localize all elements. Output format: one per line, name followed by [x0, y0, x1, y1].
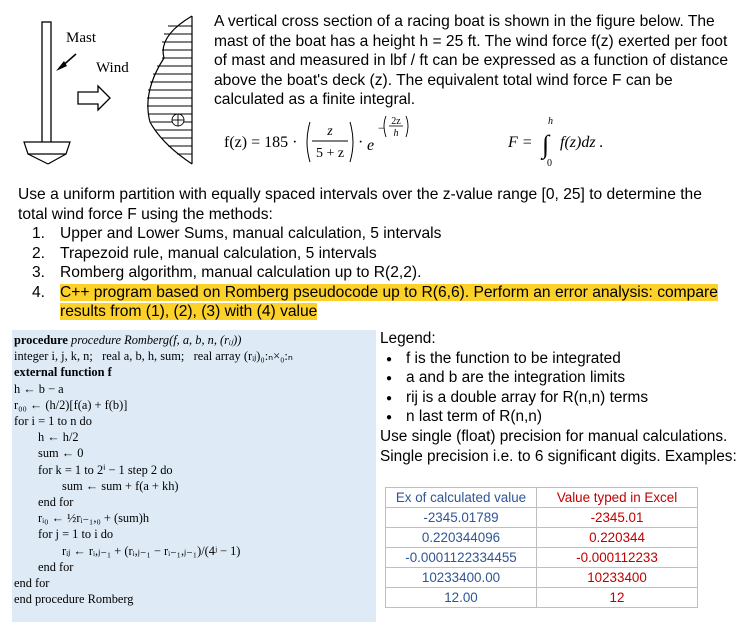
boat-figure	[18, 14, 210, 172]
task-section	[18, 185, 728, 322]
code-line: integer i, j, k, n; real a, b, h, sum; real array (rᵢⱼ)₀:ₙ×₀:ₙ	[14, 349, 293, 364]
legend	[380, 329, 740, 466]
f-exp-numerator: 2z	[391, 116, 401, 127]
code-line: for j = 1 to i do	[38, 527, 114, 542]
table-row	[386, 568, 698, 588]
f-lhs: f(z) = 185 ·	[224, 134, 298, 151]
table-header-row	[386, 488, 698, 508]
pseudocode	[14, 332, 293, 607]
table-cell: 0.220344096	[386, 528, 537, 548]
table-cell: -0.000112233	[537, 548, 698, 568]
table-row	[386, 508, 698, 528]
f-formula	[220, 110, 450, 170]
code-line: sum ← sum + f(a + kh)	[62, 478, 179, 493]
code-line: end for	[38, 495, 74, 510]
task-item-4: 4. C++ program based on Romberg pseudocode up to R(6,6). Perform an error analysis: compare results from (1), (2), (3) with (4) value	[32, 283, 718, 320]
code-line: end for	[14, 576, 50, 591]
wind-block-arrow	[78, 86, 110, 110]
task-item-3: 3. Romberg algorithm, manual calculation up to R(2,2).	[32, 264, 422, 281]
code-line: end procedure Romberg	[14, 592, 134, 607]
code-line: for k = 1 to 2ⁱ − 1 step 2 do	[38, 462, 173, 477]
task-item-1: 1. Upper and Lower Sums, manual calculation, 5 intervals	[32, 225, 442, 242]
table-cell: 0.220344	[537, 528, 698, 548]
code-line: rᵢⱼ ← rᵢ,ⱼ₋₁ + (rᵢ,ⱼ₋₁ − rᵢ₋₁,ⱼ₋₁)/(4ʲ − 1)	[62, 543, 241, 558]
table-row	[386, 548, 698, 568]
table-row	[386, 588, 698, 608]
f-exp-sign: −	[378, 121, 385, 135]
task-intro: Use a uniform partition with equally spaced intervals over the z-value range [0, 25] to determine the total wind force F using the methods:	[18, 186, 702, 223]
legend-title: Legend:	[380, 330, 436, 347]
table-cell: -2345.01789	[386, 508, 537, 528]
wind-label: Wind	[96, 60, 129, 76]
legend-item: ● a and b are the integration limits	[380, 368, 740, 388]
code-line: external function f	[14, 365, 112, 380]
problem-intro: A vertical cross section of a racing boat is shown in the figure below. The mast of the boat has a height h = 25 ft. The wind force f(z) exerted per foot of mast and measured in lbf / ft can be expressed as a function of distance above the boat's deck (z). The equivalent total wind force F can be calculated as a finite integral.	[214, 13, 729, 109]
mast-label: Mast	[66, 30, 96, 46]
legend-item: ● f is the function to be integrated	[380, 349, 740, 369]
code-line: h ← b − a	[14, 381, 64, 396]
F-formula	[500, 110, 660, 170]
integral-sign: ∫	[542, 130, 550, 159]
hull-shape	[24, 142, 70, 154]
F-integrand: f(z)dz .	[560, 134, 604, 151]
f-exp-base: e	[367, 137, 375, 154]
task-item-2: 2. Trapezoid rule, manual calculation, 5 intervals	[32, 244, 377, 262]
code-line: procedure procedure Romberg(f, a, b, n, (rᵢⱼ))	[14, 333, 242, 347]
code-line: h ← h/2	[38, 430, 79, 445]
table-cell: -2345.01	[537, 508, 698, 528]
task-list	[18, 224, 728, 322]
F-upper-limit: h	[548, 116, 553, 127]
legend-item: ● n last term of R(n,n)	[380, 407, 740, 427]
code-line: end for	[38, 559, 74, 574]
F-lhs: F =	[508, 134, 533, 151]
example-table	[385, 487, 698, 608]
code-line: r₀₀ ← (h/2)[f(a) + f(b)]	[14, 397, 128, 412]
f-exp-denominator: h	[393, 128, 399, 139]
code-line: rᵢ₀ ← ½rᵢ₋₁,₀ + (sum)h	[38, 511, 150, 526]
table-cell: -0.0001122334455	[386, 548, 537, 568]
table-cell: 12	[537, 588, 698, 608]
legend-list	[380, 349, 740, 427]
table-cell: 10233400.00	[386, 568, 537, 588]
mast-rect	[42, 22, 51, 146]
f-numerator: z	[327, 124, 333, 139]
table-cell: 12.00	[386, 588, 537, 608]
F-lower-limit: 0	[547, 158, 552, 169]
table-header: Ex of calculated value	[386, 488, 537, 508]
precision-note: Use single (float) precision for manual calculations. Single precision i.e. to 6 significant digits. Examples:	[380, 427, 737, 465]
code-line: sum ← 0	[38, 446, 84, 461]
code-line: for i = 1 to n do	[14, 414, 92, 429]
table-row	[386, 528, 698, 548]
table-cell: 10233400	[537, 568, 698, 588]
table-header: Value typed in Excel	[537, 488, 698, 508]
highlighted-text: C++ program based on Romberg pseudocode up to R(6,6). Perform an error analysis: compare results from (1), (2), (3) with (4) value	[60, 283, 718, 320]
legend-item: ● rij is a double array for R(n,n) terms	[380, 388, 740, 408]
wind-profile	[147, 16, 192, 164]
svg-text:·: ·	[358, 134, 364, 151]
f-denominator: 5 + z	[315, 146, 345, 161]
